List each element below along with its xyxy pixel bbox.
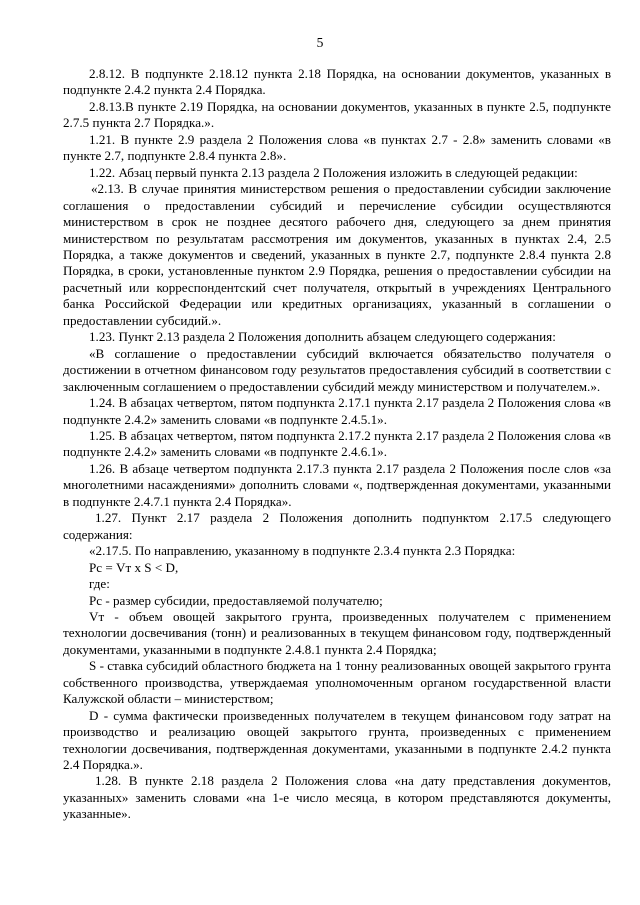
paragraph-2-17-5: «2.17.5. По направлению, указанному в подпункте 2.3.4 пункта 2.3 Порядка: <box>89 543 516 559</box>
paragraph-1-23: 1.23. Пункт 2.13 раздела 2 Положения дополнить абзацем следующего содержания: <box>89 329 556 345</box>
definition-s: S - ставка субсидий областного бюджета на 1 тонну реализованных овощей закрытого грунта собственного производства, утверждаемая уполномоченным органом государственной власти Калужской области – министерством; <box>63 658 611 707</box>
document-body <box>63 66 611 823</box>
paragraph-agreement-quote: «В соглашение о предоставлении субсидий включается обязательство получателя о достижении в отчетном финансовом году результатов предоставления субсидий в соответствии с заключенным соглашением о предоставлении субсидий между министерством и получателем.». <box>63 345 611 394</box>
paragraph-1-25: 1.25. В абзацах четвертом, пятом подпункта 2.17.2 пункта 2.17 раздела 2 Положения слова «в подпункте 2.4.2» заменить словами «в подпункте 2.4.6.1». <box>63 427 611 460</box>
definition-vt: Vт - объем овощей закрытого грунта, произведенных получателем с применением технологии досвечивания (тонн) и реализованных в текущем финансовом году, подтвержденный документами, указанными в подпункте 2.4.8.1 пункта 2.4 Порядка; <box>63 608 611 657</box>
formula-line: Рс = Vт х S < D, <box>89 559 179 575</box>
paragraph-1-28: 1.28. В пункте 2.18 раздела 2 Положения слова «на дату представления документов, указанных» заменить словами «на 1-е число месяца, в котором представляются документы, указанные». <box>63 773 611 822</box>
formula-where: где: <box>89 576 110 592</box>
paragraph-1-27: 1.27. Пункт 2.17 раздела 2 Положения дополнить подпунктом 2.17.5 следующего содержания: <box>63 510 611 542</box>
definition-rc: Рс - размер субсидии, предоставляемой получателю; <box>89 592 383 608</box>
paragraph-2-8-13: 2.8.13.В пункте 2.19 Порядка, на основании документов, указанных в пункте 2.5, подпункте 2.7.5 пункта 2.7 Порядка.». <box>63 98 611 131</box>
paragraph-1-26: 1.26. В абзаце четвертом подпункта 2.17.3 пункта 2.17 раздела 2 Положения после слов «за многолетними насаждениями» дополнить словами «, подтвержденная документами, указанными в подпункте 2.4.7.1 пункта 2.4 Порядка». <box>63 460 611 509</box>
definition-d: D - сумма фактически произведенных получателем в текущем финансовом году затрат на производство и реализацию овощей закрытого грунта, произведенных с применением технологии досвечивания, подтвержденная документами, указанными в подпункте 2.4.2 пункта 2.4 Порядка.». <box>63 707 611 773</box>
paragraph-2-8-12: 2.8.12. В подпункте 2.18.12 пункта 2.18 Порядка, на основании документов, указанных в подпункте 2.4.2 пункта 2.4 Порядка. <box>63 66 611 98</box>
paragraph-1-21: 1.21. В пункте 2.9 раздела 2 Положения слова «в пунктах 2.7 - 2.8» заменить словами «в пункте 2.7, подпункте 2.8.4 пункта 2.8». <box>63 131 611 164</box>
paragraph-1-22: 1.22. Абзац первый пункта 2.13 раздела 2 Положения изложить в следующей редакции: <box>89 164 578 180</box>
page-number: 5 <box>316 35 324 50</box>
paragraph-2-13-quote: «2.13. В случае принятия министерством решения о предоставлении субсидии заключение соглашения о предоставлении субсидий и перечисление субсидии осуществляются министерством в срок не позднее десятого рабочего дня, следующего за днем принятия министерством по результатам рассмотрения им документов, указанных в пунктах 2.4, 2.5 Порядка, а также документов и сведений, указанных в пункте 2.7, подпункте 2.8.4 пункта 2.8 Порядка, в сроки, установленные пунктом 2.9 Порядка, решения о предоставлении субсидии на расчетный или корреспондентский счет получателя, открытый в учреждениях Центрального банка Российской Федерации или кредитных организациях, указанный в соглашении о предоставлении субсидий.». <box>63 181 611 328</box>
paragraph-1-24: 1.24. В абзацах четвертом, пятом подпункта 2.17.1 пункта 2.17 раздела 2 Положения слова «в подпункте 2.4.2» заменить словами «в подпункте 2.4.5.1». <box>63 395 611 427</box>
